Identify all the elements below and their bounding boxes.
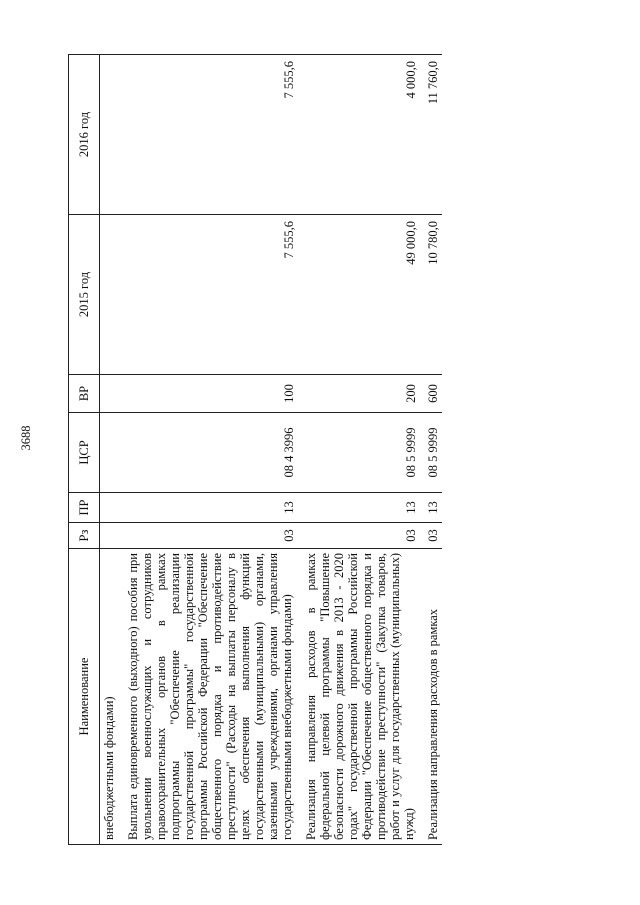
table-row	[100, 55, 124, 845]
col-header-name: Наименование	[69, 549, 100, 845]
row-pr: 13	[418, 493, 442, 523]
row-vr: 100	[124, 375, 296, 413]
row-name: Выплата единовременного (выходного) пособия при увольнении военнослужащих и сотрудников правоохранительных органов в рамках подпрограммы "Обеспечение реализации государственной программы" государственной программы Российской Федерации "Обеспечение общественного порядка и противодействие преступности" (Расходы на выплаты персоналу в целях обеспечения выполнения функций государственными (муниципальными) органами, казенными учреждениями, органами управления государственными внебюджетными фондами)	[124, 549, 296, 845]
row-2015: 10 780,0	[418, 215, 442, 375]
row-name: Реализация направления расходов в рамках	[418, 549, 442, 845]
row-2015: 7 555,6	[124, 215, 296, 375]
row-pr	[100, 493, 124, 523]
row-2016: 11 760,0	[418, 55, 442, 215]
table-header-row	[69, 55, 100, 845]
row-rz: 03	[124, 523, 296, 549]
row-2016	[100, 55, 124, 215]
row-vr	[100, 375, 124, 413]
col-header-2016: 2016 год	[69, 55, 100, 215]
col-header-pr: ПР	[69, 493, 100, 523]
budget-table	[68, 54, 442, 845]
table-row	[296, 55, 418, 845]
row-2015: 49 000,0	[296, 215, 418, 375]
row-name: Реализация направления расходов в рамках федеральной целевой программы "Повышение безопасности дорожного движения в 2013 - 2020 годах" государственной программы Российской Федерации "Обеспечение общественного порядка и противодействие преступности" (Закупка товаров, работ и услуг для государственных (муниципальных) нужд)	[296, 549, 418, 845]
row-2016: 7 555,6	[124, 55, 296, 215]
row-rz: 03	[418, 523, 442, 549]
budget-table-rotated	[68, 55, 598, 845]
row-2015	[100, 215, 124, 375]
row-vr: 200	[296, 375, 418, 413]
row-vr: 600	[418, 375, 442, 413]
row-csr	[100, 413, 124, 493]
col-header-2015: 2015 год	[69, 215, 100, 375]
col-header-vr: ВР	[69, 375, 100, 413]
table-row	[418, 55, 442, 845]
table-row	[124, 55, 296, 845]
row-csr: 08 5 9999	[296, 413, 418, 493]
row-csr: 08 4 3996	[124, 413, 296, 493]
row-name: внебюджетными фондами)	[100, 549, 124, 845]
col-header-rz: Рз	[69, 523, 100, 549]
row-csr: 08 5 9999	[418, 413, 442, 493]
row-pr: 13	[124, 493, 296, 523]
row-pr: 13	[296, 493, 418, 523]
row-rz	[100, 523, 124, 549]
row-rz: 03	[296, 523, 418, 549]
row-2016: 4 000,0	[296, 55, 418, 215]
page-number: 3688	[19, 425, 33, 451]
col-header-csr: ЦСР	[69, 413, 100, 493]
